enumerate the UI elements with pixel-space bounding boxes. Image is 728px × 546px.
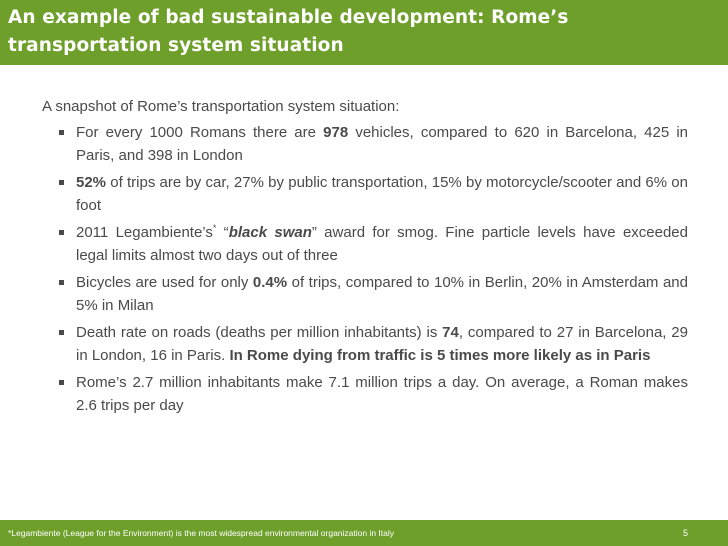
bullet-text: For every 1000 Romans there are bbox=[76, 124, 324, 141]
bullet-highlight: 52% bbox=[76, 174, 107, 191]
footer-bar bbox=[0, 520, 728, 546]
slide-title: An example of bad sustainable development: Rome’s transportation system situation bbox=[8, 7, 569, 56]
bullet-list bbox=[42, 121, 688, 417]
bullet-marker-icon bbox=[59, 180, 64, 185]
bullet-text: of trips are by car, 27% by public transportation, 15% by motorcycle/scooter and 6% on foot bbox=[76, 174, 688, 214]
bullet-highlight: 74 bbox=[442, 324, 459, 341]
bullet-text: Death rate on roads (deaths per million inhabitants) is bbox=[76, 324, 443, 341]
bullet-marker-icon bbox=[59, 380, 64, 385]
bullet-text: Rome’s 2.7 million inhabitants make 7.1 million trips a day. On average, a Roman makes 2.6 trips per day bbox=[76, 374, 688, 414]
bullet-trips-per-day bbox=[42, 371, 688, 417]
bullet-trip-modes bbox=[42, 171, 688, 217]
page-number: 5 bbox=[682, 528, 688, 538]
bullet-text: ” award for smog. Fine particle levels have exceeded legal limits almost two days out of three bbox=[76, 224, 688, 264]
bullet-text: of trips, compared to 10% in Berlin, 20% in Amsterdam and 5% in Milan bbox=[76, 274, 688, 314]
bullet-text: vehicles, compared to 620 in Barcelona, 425 in Paris, and 398 in London bbox=[76, 124, 689, 164]
bullet-marker-icon bbox=[59, 130, 64, 135]
bullet-smog-award bbox=[42, 221, 688, 267]
bullet-text: 2011 Legambiente’s bbox=[76, 224, 213, 241]
bullet-text: Bicycles are used for only bbox=[76, 274, 253, 291]
bullet-marker-icon bbox=[59, 230, 64, 235]
bullet-bicycles bbox=[42, 271, 688, 317]
intro-text: A snapshot of Rome’s transportation system situation: bbox=[42, 98, 400, 115]
bullet-death-rate bbox=[42, 321, 688, 367]
bullet-marker-icon bbox=[59, 330, 64, 335]
bullet-vehicles bbox=[42, 121, 688, 167]
bullet-text: “ bbox=[216, 224, 229, 241]
bullet-highlight: 0.4% bbox=[252, 274, 288, 291]
slide-content bbox=[42, 96, 688, 421]
bullet-highlight: 978 bbox=[323, 124, 349, 141]
bullet-highlight: In Rome dying from traffic is 5 times more likely as in Paris bbox=[229, 347, 651, 364]
footnote-marker: * bbox=[212, 223, 217, 233]
title-bar bbox=[0, 0, 728, 65]
bullet-highlight: black swan bbox=[228, 224, 312, 241]
bullet-text: , compared to 27 in Barcelona, 29 in London, 16 in Paris. bbox=[76, 324, 688, 364]
footnote: *Legambiente (League for the Environment) is the most widespread environmental organization in Italy bbox=[8, 528, 395, 538]
bullet-marker-icon bbox=[59, 280, 64, 285]
